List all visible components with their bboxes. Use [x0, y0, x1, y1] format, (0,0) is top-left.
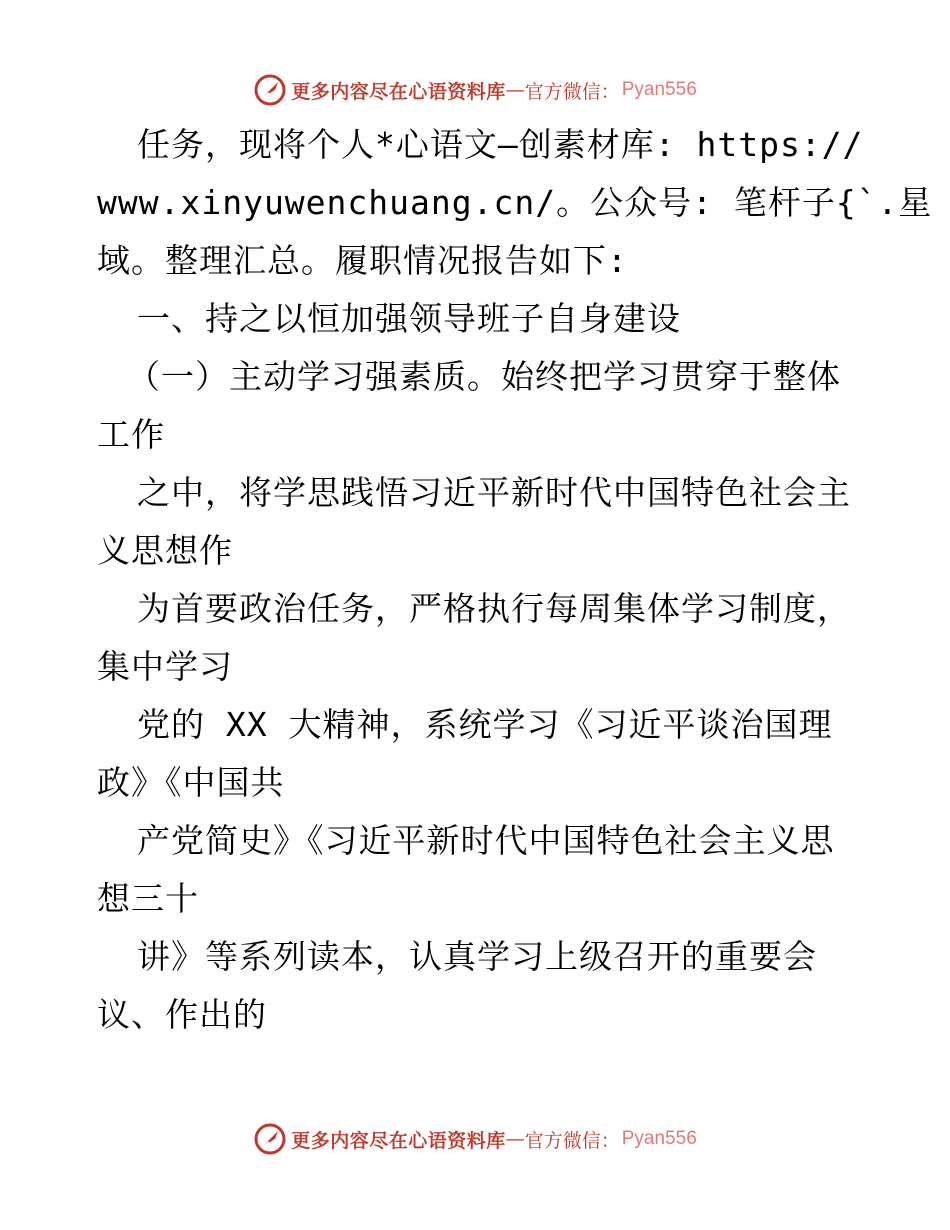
- subsection-heading: （一）主动学习强素质。始终把学习贯穿于整体: [127, 357, 841, 396]
- text-line: 为首要政治任务，严格执行每周集体学习制度，: [137, 589, 851, 628]
- text-line: 域。整理汇总。履职情况报告如下:: [97, 241, 628, 280]
- text-line: 任务，现将个人*心语文—创素材库: https://: [137, 125, 864, 164]
- section-heading: 一、持之以恒加强领导班子自身建设: [137, 299, 681, 338]
- banner-wechat-label: 官方微信：: [524, 1129, 620, 1152]
- banner-wechat-label: 官方微信：: [524, 80, 620, 103]
- text-line: 义思想作: [97, 531, 233, 570]
- text-line: 工作: [97, 415, 165, 454]
- footer-banner: [0, 1119, 950, 1159]
- text-line: 讲》等系列读本，认真学习上级召开的重要会: [137, 937, 817, 976]
- banner-site-text: 更多内容尽在心语资料库: [291, 1129, 506, 1152]
- banner-wechat-id: Pyan556: [621, 79, 697, 100]
- text-line: 政》《中国共: [97, 763, 285, 802]
- text-line: 议、作出的: [97, 995, 267, 1034]
- header-banner: [0, 70, 950, 110]
- banner-separator: —: [505, 1128, 525, 1150]
- text-line: 集中学习: [97, 647, 233, 686]
- text-line: 产党简史》《习近平新时代中国特色社会主义思: [137, 821, 835, 860]
- banner-wechat-id: Pyan556: [621, 1128, 697, 1149]
- quill-logo-icon: [253, 73, 287, 107]
- banner-separator: —: [505, 79, 525, 101]
- text-line: www.xinyuwenchuang.cn/。公众号: 笔杆子{`.星: [97, 183, 933, 222]
- quill-logo-icon: [253, 1122, 287, 1156]
- text-line: 党的 XX 大精神，系统学习《习近平谈治国理: [137, 705, 833, 744]
- banner-site-text: 更多内容尽在心语资料库: [291, 80, 506, 103]
- text-line: 想三十: [97, 879, 199, 918]
- text-line: 之中，将学思践悟习近平新时代中国特色社会主: [137, 473, 851, 512]
